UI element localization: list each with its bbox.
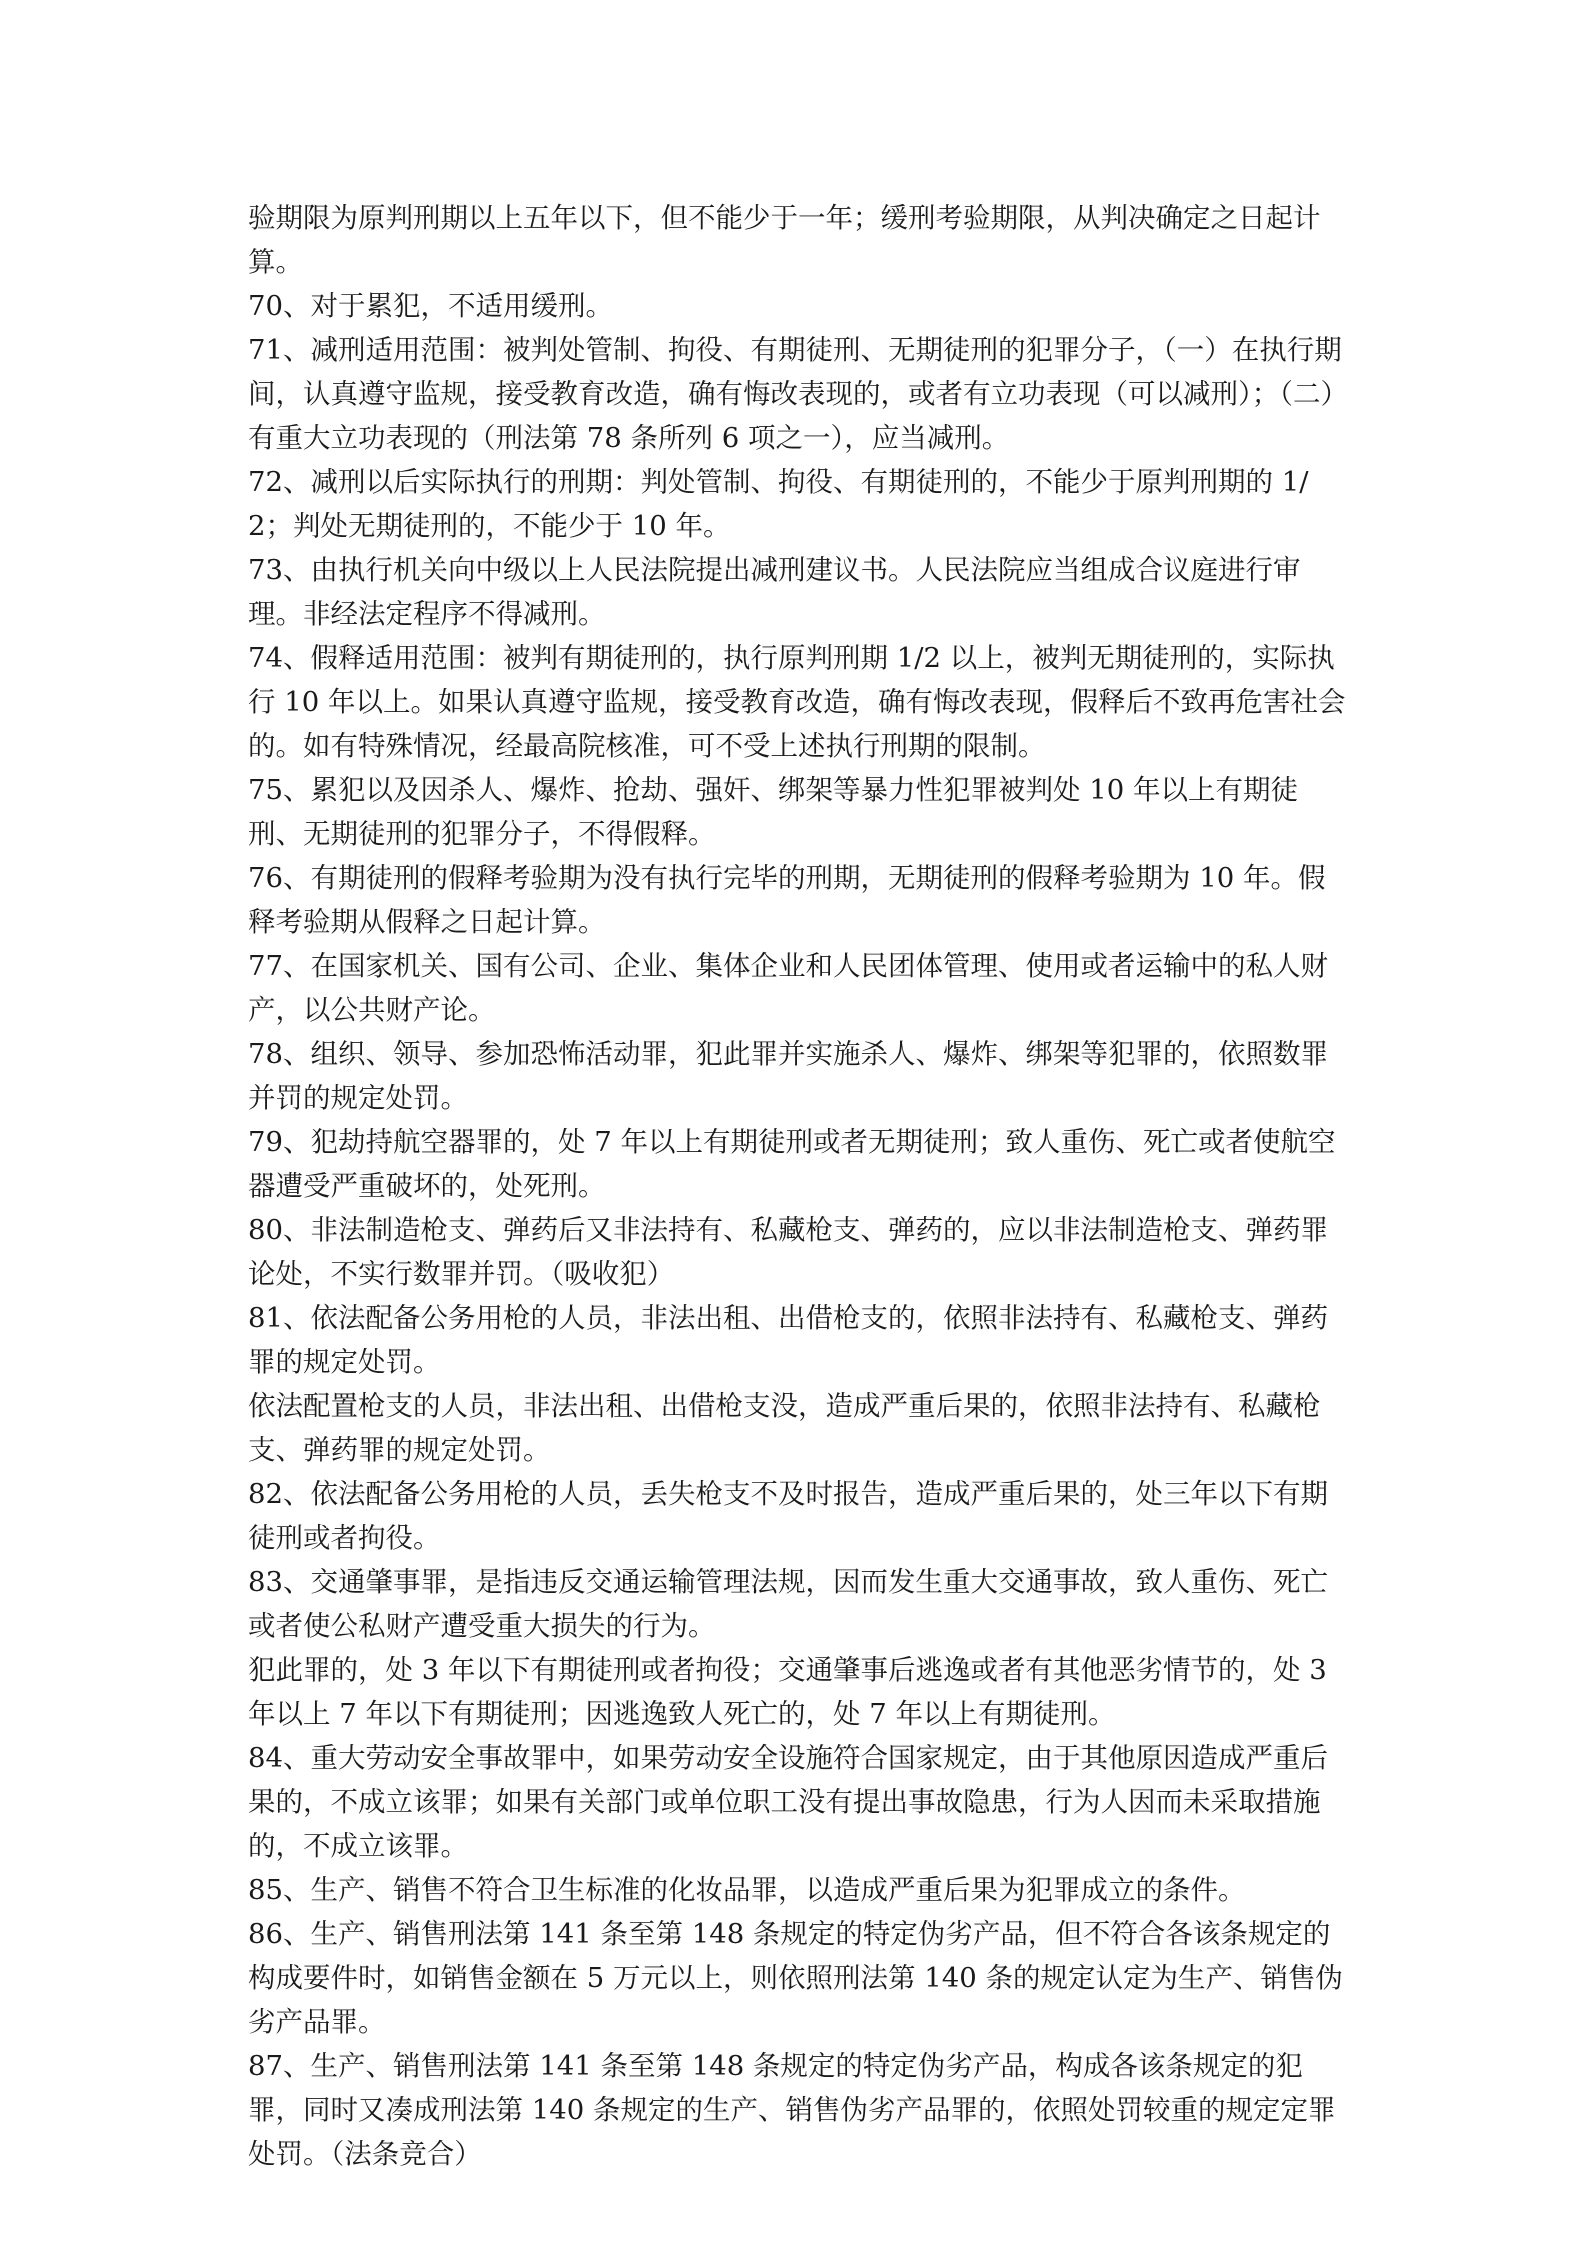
paragraph-83: 83、交通肇事罪，是指违反交通运输管理法规，因而发生重大交通事故，致人重伤、死亡或者使公私财产遭受重大损失的行为。 xyxy=(248,1566,1328,1642)
paragraph-79: 79、犯劫持航空器罪的，处 7 年以上有期徒刑或者无期徒刑；致人重伤、死亡或者使航空器遭受严重破坏的，处死刑。 xyxy=(248,1126,1336,1202)
paragraph-72: 72、减刑以后实际执行的刑期：判处管制、拘役、有期徒刑的，不能少于原判刑期的 1/2；判处无期徒刑的，不能少于 10 年。 xyxy=(248,466,1309,542)
paragraph-78: 78、组织、领导、参加恐怖活动罪，犯此罪并实施杀人、爆炸、绑架等犯罪的，依照数罪并罚的规定处罚。 xyxy=(248,1038,1328,1114)
paragraph-82: 82、依法配备公务用枪的人员，丢失枪支不及时报告，造成严重后果的，处三年以下有期徒刑或者拘役。 xyxy=(248,1478,1328,1554)
paragraph-80: 80、非法制造枪支、弹药后又非法持有、私藏枪支、弹药的，应以非法制造枪支、弹药罪论处，不实行数罪并罚。（吸收犯） xyxy=(248,1214,1328,1290)
paragraph-81: 81、依法配备公务用枪的人员，非法出租、出借枪支的，依照非法持有、私藏枪支、弹药罪的规定处罚。 xyxy=(248,1302,1328,1378)
paragraph-84: 84、重大劳动安全事故罪中，如果劳动安全设施符合国家规定，由于其他原因造成严重后果的，不成立该罪；如果有关部门或单位职工没有提出事故隐患，行为人因而未采取措施的，不成立该罪。 xyxy=(248,1742,1328,1862)
paragraph-83-supplement: 犯此罪的，处 3 年以下有期徒刑或者拘役；交通肇事后逃逸或者有其他恶劣情节的，处 3 年以上 7 年以下有期徒刑；因逃逸致人死亡的，处 7 年以上有期徒刑。 xyxy=(248,1654,1327,1730)
paragraph-87: 87、生产、销售刑法第 141 条至第 148 条规定的特定伪劣产品，构成各该条规定的犯罪，同时又凑成刑法第 140 条规定的生产、销售伪劣产品罪的，依照处罚较重的规定定罪处罚。（法条竞合） xyxy=(248,2050,1336,2170)
paragraph-75: 75、累犯以及因杀人、爆炸、抢劫、强奸、绑架等暴力性犯罪被判处 10 年以上有期徒刑、无期徒刑的犯罪分子，不得假释。 xyxy=(248,774,1298,850)
paragraph-73: 73、由执行机关向中级以上人民法院提出减刑建议书。人民法院应当组成合议庭进行审理。非经法定程序不得减刑。 xyxy=(248,554,1301,630)
paragraph-86: 86、生产、销售刑法第 141 条至第 148 条规定的特定伪劣产品，但不符合各该条规定的构成要件时，如销售金额在 5 万元以上，则依照刑法第 140 条的规定认定为生产、销售伪劣产品罪。 xyxy=(248,1918,1343,2038)
paragraph-76: 76、有期徒刑的假释考验期为没有执行完毕的刑期，无期徒刑的假释考验期为 10 年。假释考验期从假释之日起计算。 xyxy=(248,862,1326,938)
paragraph-continuation: 验期限为原判刑期以上五年以下，但不能少于一年；缓刑考验期限，从判决确定之日起计算。 xyxy=(248,202,1321,278)
paragraph-70: 70、对于累犯，不适用缓刑。 xyxy=(248,290,613,322)
document-body xyxy=(248,196,1350,2176)
paragraph-81-supplement: 依法配置枪支的人员，非法出租、出借枪支没，造成严重后果的，依照非法持有、私藏枪支、弹药罪的规定处罚。 xyxy=(248,1390,1321,1466)
paragraph-74: 74、假释适用范围：被判有期徒刑的，执行原判刑期 1/2 以上，被判无期徒刑的，实际执行 10 年以上。如果认真遵守监规，接受教育改造，确有悔改表现，假释后不致再危害社会的。如有特殊情况，经最高院核准，可不受上述执行刑期的限制。 xyxy=(248,642,1346,762)
paragraph-77: 77、在国家机关、国有公司、企业、集体企业和人民团体管理、使用或者运输中的私人财产，以公共财产论。 xyxy=(248,950,1328,1026)
paragraph-85: 85、生产、销售不符合卫生标准的化妆品罪，以造成严重后果为犯罪成立的条件。 xyxy=(248,1874,1246,1906)
paragraph-71: 71、减刑适用范围：被判处管制、拘役、有期徒刑、无期徒刑的犯罪分子，（一）在执行期间，认真遵守监规，接受教育改造，确有悔改表现的，或者有立功表现（可以减刑）；（二）有重大立功表现的（刑法第 78 条所列 6 项之一），应当减刑。 xyxy=(248,334,1348,454)
